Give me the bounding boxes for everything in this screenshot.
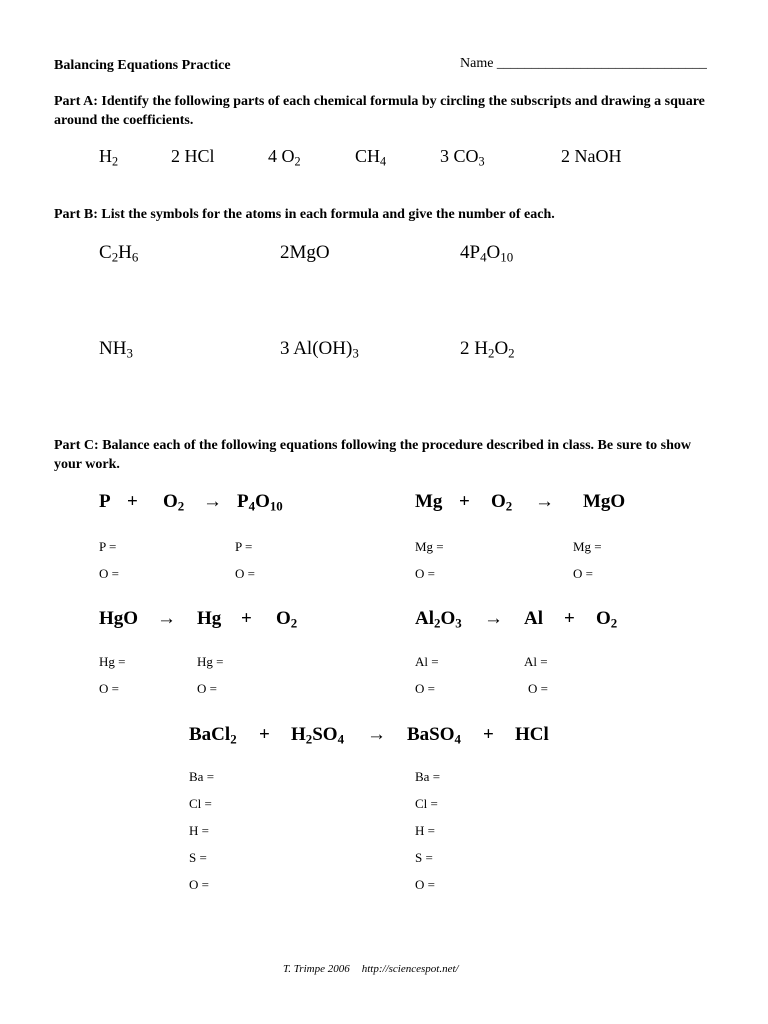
atom-count-label: O = [99,566,119,581]
atom-count-label: O = [235,566,255,581]
plus-sign: + [459,491,470,512]
part-b-instructions: Part B: List the symbols for the atoms in each formula and give the number of each. [54,207,555,222]
equation-5 [0,724,768,748]
atom-count-label: H = [415,823,435,838]
equation-term: $O_2$ [596,608,618,631]
atom-count-label: O = [99,681,119,696]
plus-sign: + [483,724,494,745]
yield-arrow: → [203,491,222,512]
footer-url-link[interactable]: http://sciencespot.net/ [361,963,459,975]
atom-count-label: P = [99,539,117,554]
footer-credit [283,963,459,975]
plus-sign: + [241,608,252,629]
yield-arrow: → [367,724,386,745]
equation-term: HgO [99,608,139,629]
equation-2 [0,491,768,515]
name-field[interactable]: Name ______________________________ [460,56,707,71]
atom-count-label: S = [189,850,207,865]
equation-term: $O_2$ [276,608,298,631]
equation-term: $O_2$ [163,491,185,514]
atom-count-label: O = [415,681,435,696]
atom-count-label: O = [415,566,435,581]
equation-term: Al [524,608,543,629]
atom-count-label: O = [189,877,209,892]
plus-sign: + [127,491,138,512]
atom-count-label: H = [189,823,209,838]
part-b-formula: 3 $Al(OH)_3$ [280,338,359,361]
plus-sign: + [564,608,575,629]
atom-count-label: O = [197,681,217,696]
atom-count-label: Hg = [197,654,224,669]
equation-term: BaCl$_2$ [189,724,237,747]
atom-count-label: P = [235,539,253,554]
part-c-instructions: Part C: Balance each of the following equations following the procedure described in class. Be sure to show your work. [54,438,691,472]
yield-arrow: → [484,608,503,629]
atom-count-label: Ba = [189,769,215,784]
yield-arrow: → [535,491,554,512]
part-a-formula: 2 NaOH [561,146,622,166]
part-a-formula: $H_2$ [99,146,119,169]
equation-term: $H_2SO_4$ [291,724,345,747]
atom-count-label: O = [415,877,435,892]
equation-term: BaSO$_4$ [407,724,461,747]
equation-term: $Al_2O_3$ [415,608,462,631]
equation-term: Hg [197,608,222,629]
equation-term: $O_2$ [491,491,513,514]
atom-count-label: Hg = [99,654,126,669]
worksheet-title: Balancing Equations Practice [54,58,231,73]
part-b-formula: 2MgO [280,242,330,263]
atom-count-label: O = [528,681,548,696]
part-b-formula: 2 $H_2O_2$ [460,338,515,361]
equation-term: MgO [583,491,626,512]
part-b-formula: $NH_3$ [99,338,133,361]
part-b-formula: $C_2H_6$ [99,242,139,265]
atom-count-label: Cl = [415,796,438,811]
footer-author: T. Trimpe 2006 [283,963,350,975]
yield-arrow: → [157,608,176,629]
part-a-instructions: Part A: Identify the following parts of each chemical formula by circling the subscripts and drawing a square around the coefficients. [54,94,705,128]
atom-count-label: Mg = [415,539,444,554]
equation-term: P [99,491,111,512]
atom-count-label: Al = [415,654,439,669]
atom-count-label: O = [573,566,593,581]
part-a-formula: 3 $CO_3$ [440,146,485,169]
equation-term: Mg [415,491,443,512]
part-a-formula: 4 $O_2$ [268,146,301,169]
part-a-formula: 2 HCl [171,146,215,166]
equation-term: $P_4O_{10}$ [237,491,283,514]
atom-count-label: S = [415,850,433,865]
atom-count-label: Mg = [573,539,602,554]
plus-sign: + [259,724,270,745]
part-a-formula: $CH_4$ [355,146,387,169]
equation-term: HCl [515,724,549,745]
atom-count-label: Al = [524,654,548,669]
equation-4 [0,608,768,632]
part-b-formula: $4P_4O_{10}$ [460,242,514,265]
atom-count-label: Ba = [415,769,441,784]
atom-count-label: Cl = [189,796,212,811]
